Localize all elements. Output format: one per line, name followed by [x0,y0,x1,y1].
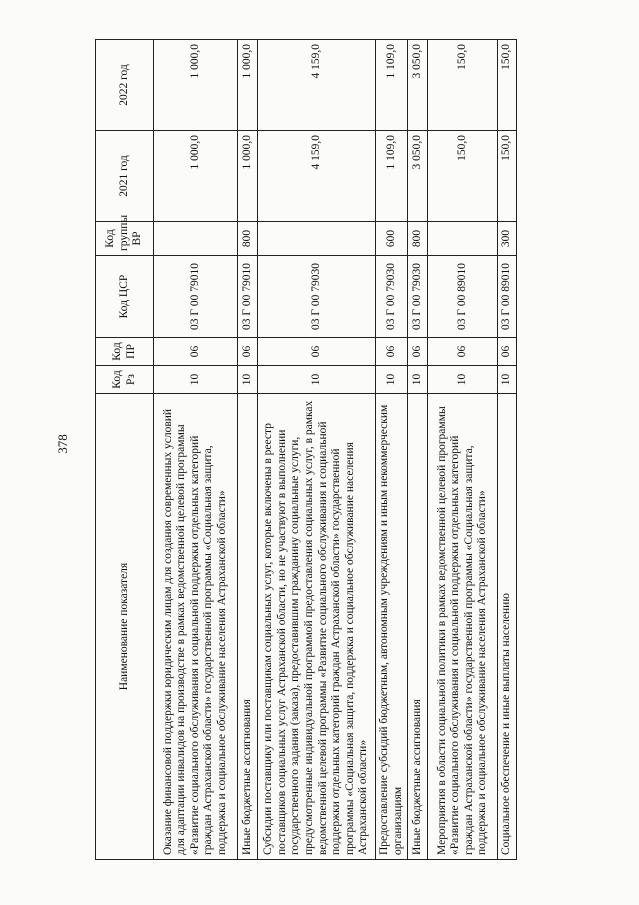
row-csr: 03 Г 00 79010 [238,256,258,338]
table-row [498,40,517,860]
row-name: Социальное обеспечение и иные выплаты населению [498,394,517,860]
row-csr: 03 Г 00 89010 [498,256,517,338]
row-2021: 150,0 [498,131,517,222]
row-pr: 06 [498,338,517,366]
row-2021: 4 159,0 [258,131,376,222]
row-csr: 03 Г 00 79010 [154,256,238,338]
row-2022: 4 159,0 [258,40,376,131]
row-2021: 1 109,0 [376,131,408,222]
header-2022: 2022 год [96,40,154,131]
row-csr: 03 Г 00 79030 [376,256,408,338]
table-row [154,40,238,860]
row-csr: 03 Г 00 89010 [428,256,498,338]
row-pr: 06 [238,338,258,366]
header-name: Наименование показателя [96,394,154,860]
row-2021: 3 050,0 [408,131,428,222]
rotated-table-container [95,40,515,860]
header-pr: Код ПР [96,338,154,366]
table-header-row [96,40,154,860]
row-pr: 06 [258,338,376,366]
row-vr [428,222,498,256]
row-csr: 03 Г 00 79030 [258,256,376,338]
row-name: Субсидии поставщику или поставщикам социальных услуг, которые включены в реестр поставщиков социальных услуг Астраханской области, но не участвуют в выполнении государственного задания (заказа), предоставившим гражданину социальные услуги, предусмотренные индивидуальной программой предоставления социальных услуг, в рамках ведомственной целевой программы «Развитие социального обслуживания и социальной поддержки отдельных категорий граждан Астраханской области» государственной программы «Социальная защита, поддержка и социальное обслуживание населения Астраханской области» [258,394,376,860]
row-2022: 1 109,0 [376,40,408,131]
row-rz: 10 [258,366,376,394]
page-number: 378 [55,434,70,454]
row-2022: 3 050,0 [408,40,428,131]
header-rz: Код Рз [96,366,154,394]
row-vr: 800 [408,222,428,256]
row-pr: 06 [376,338,408,366]
row-vr: 300 [498,222,517,256]
table-row [258,40,376,860]
row-vr [258,222,376,256]
row-rz: 10 [498,366,517,394]
row-name: Мероприятия в области социальной политики в рамках ведомственной целевой программы «Развитие социального обслуживания и социальной поддержки отдельных категорий граждан Астраханской области» государственной программы «Социальная защита, поддержка и социальное обслуживание населения Астраханской области» [428,394,498,860]
row-2021: 1 000,0 [154,131,238,222]
header-2021: 2021 год [96,131,154,222]
row-csr: 03 Г 00 79030 [408,256,428,338]
row-rz: 10 [154,366,238,394]
budget-table [95,39,517,860]
row-name: Оказание финансовой поддержки юридическим лицам для создания современных условий для адаптации инвалидов на производстве в рамках ведомственной целевой программы «Развитие социального обслуживания и социальной поддержки отдельных категорий граждан Астраханской области» государственной программы «Социальная защита, поддержка и социальное обслуживание населения Астраханской области» [154,394,238,860]
row-name: Иные бюджетные ассигнования [408,394,428,860]
row-2022: 1 000,0 [238,40,258,131]
row-2022: 150,0 [498,40,517,131]
row-2022: 150,0 [428,40,498,131]
row-pr: 06 [408,338,428,366]
row-2022: 1 000,0 [154,40,238,131]
table-row [428,40,498,860]
row-rz: 10 [408,366,428,394]
row-rz: 10 [376,366,408,394]
table-row [376,40,408,860]
row-pr: 06 [154,338,238,366]
row-rz: 10 [428,366,498,394]
row-vr: 600 [376,222,408,256]
row-rz: 10 [238,366,258,394]
row-vr: 800 [238,222,258,256]
header-vr: Код группы ВР [96,222,154,256]
row-pr: 06 [428,338,498,366]
table-row [238,40,258,860]
row-name: Иные бюджетные ассигнования [238,394,258,860]
header-csr: Код ЦСР [96,256,154,338]
table-row [408,40,428,860]
row-2021: 1 000,0 [238,131,258,222]
row-2021: 150,0 [428,131,498,222]
row-vr [154,222,238,256]
row-name: Предоставление субсидий бюджетным, автономным учреждениям и иным некоммерческим организациям [376,394,408,860]
